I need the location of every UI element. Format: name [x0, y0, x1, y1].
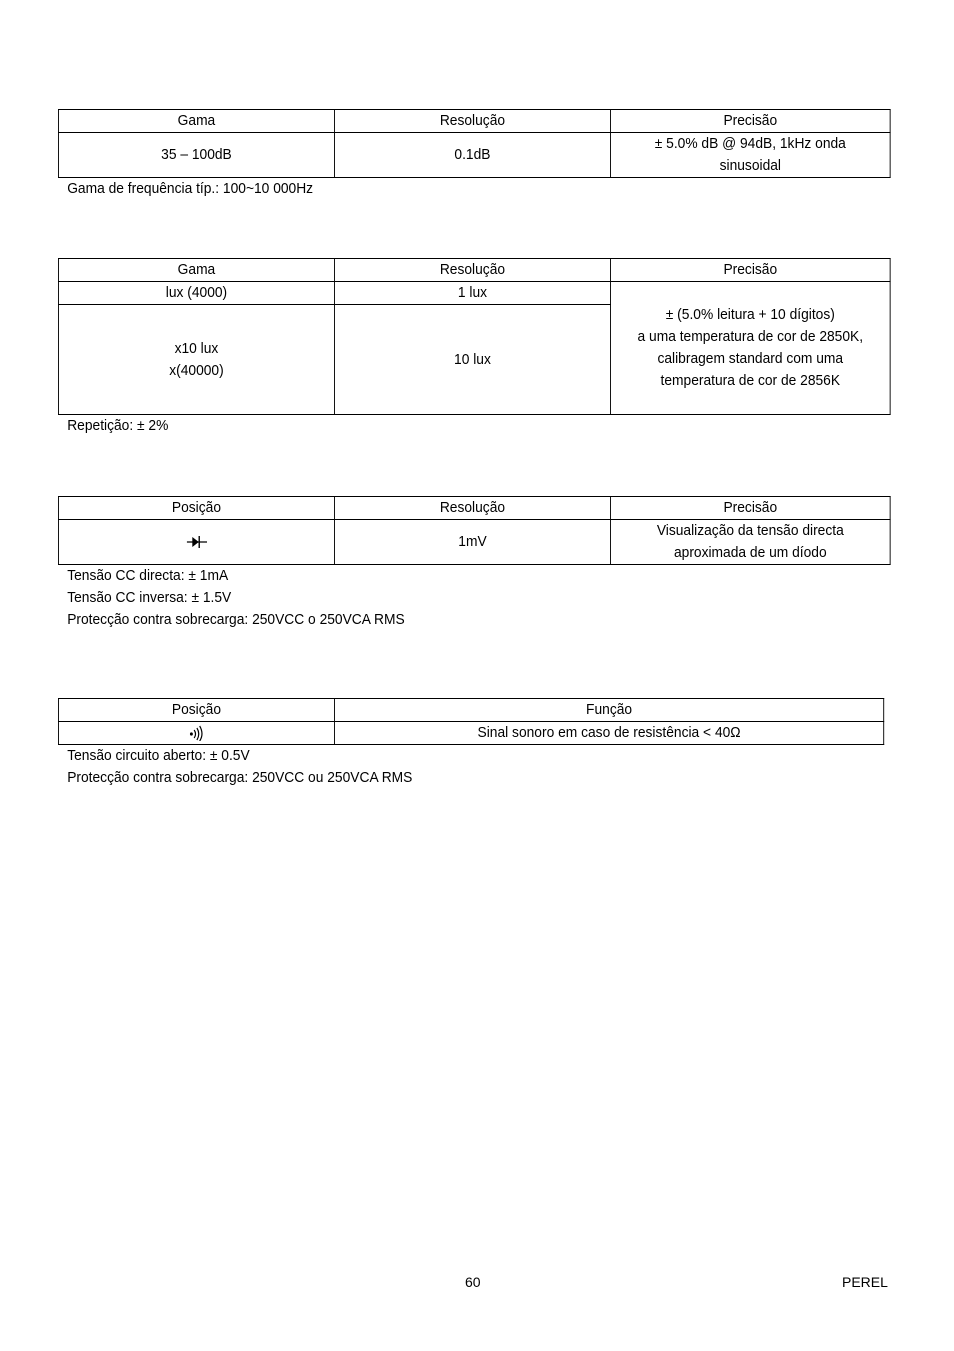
- range-line: x(40000): [169, 361, 224, 379]
- header-accuracy: Precisão: [610, 259, 890, 282]
- note-overload-protection: Protecção contra sobrecarga: 250VCC ou 250VCA RMS: [67, 769, 413, 786]
- brand-name: PEREL: [842, 1274, 888, 1290]
- header-accuracy: Precisão: [610, 110, 890, 133]
- accuracy-line: ± 5.0% dB @ 94dB, 1kHz onda: [654, 135, 846, 152]
- table-header-row: [58, 497, 890, 520]
- light-section: [58, 258, 954, 437]
- accuracy-line: temperatura de cor de 2856K: [660, 372, 841, 389]
- cell-resolution: 1mV: [334, 520, 610, 565]
- table-header-row: [58, 699, 883, 722]
- note-overload-protection: Protecção contra sobrecarga: 250VCC o 250VCA RMS: [67, 611, 405, 628]
- accuracy-line: aproximada de um díodo: [673, 544, 827, 561]
- cell-accuracy: [610, 133, 890, 178]
- header-range: Gama: [58, 110, 334, 133]
- note-frequency-range: Gama de frequência típ.: 100~10 000Hz: [67, 180, 314, 197]
- cell-resolution: 0.1dB: [334, 133, 610, 178]
- cell-range: [58, 305, 334, 415]
- note-reverse-voltage: Tensão CC inversa: ± 1.5V: [67, 589, 232, 606]
- cell-function: Sinal sonoro em caso de resistência < 40Ω: [334, 722, 883, 745]
- continuity-table: [58, 698, 884, 745]
- sound-level-section: [58, 109, 954, 200]
- accuracy-line: calibragem standard com uma: [657, 350, 844, 367]
- sound-level-table: [58, 109, 891, 178]
- sound-level-notes: [58, 178, 891, 200]
- header-accuracy: Precisão: [610, 497, 890, 520]
- header-resolution: Resolução: [334, 497, 610, 520]
- header-range: Gama: [58, 259, 334, 282]
- header-resolution: Resolução: [334, 259, 610, 282]
- cell-range: lux (4000): [58, 282, 334, 305]
- light-notes: [58, 415, 891, 437]
- table-row: [58, 282, 890, 305]
- range-line: x10 lux: [174, 339, 219, 357]
- table-row: [58, 133, 890, 178]
- header-function: Função: [334, 699, 883, 722]
- cell-resolution: 10 lux: [334, 305, 610, 415]
- cell-accuracy: [610, 520, 890, 565]
- cell-range: 35 – 100dB: [58, 133, 334, 178]
- cell-resolution: 1 lux: [334, 282, 610, 305]
- header-resolution: Resolução: [334, 110, 610, 133]
- diode-notes: [58, 565, 891, 631]
- accuracy-line: sinusoidal: [719, 157, 781, 174]
- continuity-buzzer-icon: [188, 724, 205, 741]
- table-row: [58, 722, 883, 745]
- cell-position: [58, 520, 334, 565]
- diode-section: [58, 496, 954, 631]
- cell-accuracy: [610, 282, 890, 415]
- accuracy-line: ± (5.0% leitura + 10 dígitos): [665, 306, 835, 323]
- note-forward-current: Tensão CC directa: ± 1mA: [67, 567, 229, 584]
- diode-table: [58, 496, 891, 565]
- diode-icon: [186, 533, 206, 550]
- accuracy-line: Visualização da tensão directa: [656, 522, 844, 539]
- header-position: Posição: [58, 497, 334, 520]
- header-position: Posição: [58, 699, 334, 722]
- table-row: [58, 520, 890, 565]
- cell-position: [58, 722, 334, 745]
- table-header-row: [58, 259, 890, 282]
- continuity-notes: [58, 745, 884, 789]
- continuity-section: [58, 698, 954, 789]
- page-number: 60: [465, 1274, 481, 1290]
- note-open-circuit-voltage: Tensão circuito aberto: ± 0.5V: [67, 747, 250, 764]
- light-table: [58, 258, 891, 415]
- note-repeatability: Repetição: ± 2%: [67, 417, 169, 434]
- accuracy-line: a uma temperatura de cor de 2850K,: [637, 328, 864, 345]
- table-header-row: [58, 110, 890, 133]
